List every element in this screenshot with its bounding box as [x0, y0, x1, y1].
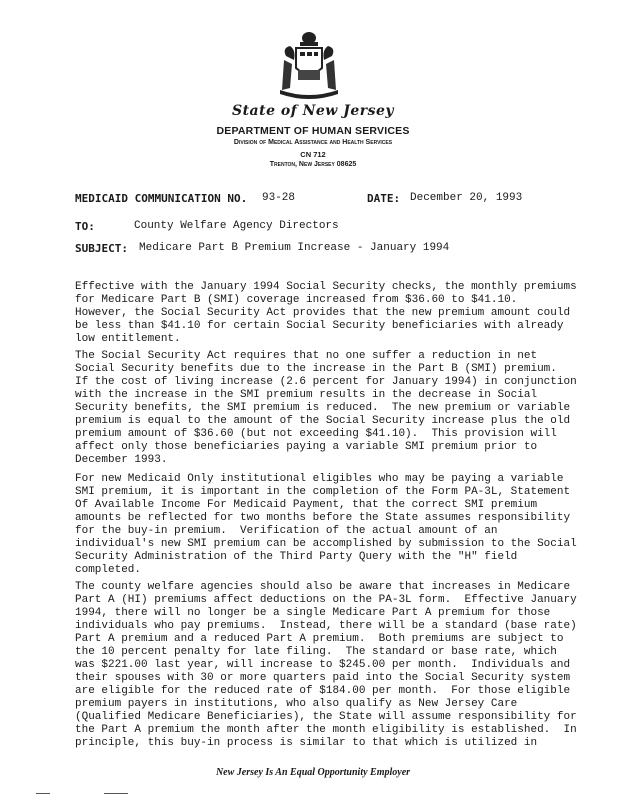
address-line: Trenton, New Jersey 08625: [269, 161, 357, 168]
subject-label-row: [75, 242, 128, 256]
division-name: Division of Medical Assistance and Health Services: [233, 139, 393, 146]
comm-label-row: [75, 192, 247, 206]
memo-date: December 20, 1993: [410, 192, 523, 204]
paragraph-3: For new Medicaid Only institutional eligibles who may be paying a variable SMI premium, it is important in the completion of the Form PA-3L, Statement Of Available Income For Medicaid Payment, that the correct SMI premium amounts be reflected for two months before the State assumes responsibility for the buy-in premium. Verification of the actual amount of an individual's new SMI premium can be accomplished by submission to the Social Security Administration of the Third Party Query with the "H" field completed.: [75, 473, 577, 576]
subject-label: SUBJECT:: [75, 242, 128, 255]
date-label: DATE:: [367, 192, 401, 205]
department-name: DEPARTMENT OF HUMAN SERVICES: [216, 125, 410, 137]
comm-number: 93-28: [262, 192, 296, 204]
state-name: State of New Jersey: [231, 103, 395, 119]
footer-text: New Jersey Is An Equal Opportunity Employer: [215, 767, 411, 778]
date-label-row: [367, 192, 400, 206]
memo-subject: Medicare Part B Premium Increase - January 1994: [139, 242, 450, 254]
scan-mark-center: [104, 793, 128, 794]
state-seal-icon: [276, 30, 342, 100]
cn-number: CN 712: [300, 150, 326, 159]
scan-mark-left: [36, 793, 50, 794]
to-label: TO:: [75, 220, 95, 233]
memo-to: County Welfare Agency Directors: [134, 220, 339, 232]
paragraph-4: The county welfare agencies should also be aware that increases in Medicare Part A (HI) premiums affect deductions on the PA-3L form. Effective January 1994, there will no longer be a single Medicare Part A premium for those individuals who pay premiums. Instead, there will be a standard (base rate) Part A premium and a reduced Part A premium. Both premiums are subject to the 10 percent penalty for late filing. The standard or base rate, which was $221.00 last year, will increase to $245.00 per month. Individuals and their spouses with 30 or more quarters paid into the Social Security system are eligible for the reduced rate of $184.00 per month. For those eligible premium payers in institutions, who also qualify as New Jersey Care (Qualified Medicare Beneficiaries), the State will assume responsibility for the Part A premium the month after the month eligibility is established. In principle, this buy-in process is similar to that which is utilized in: [75, 581, 577, 749]
comm-label: MEDICAID COMMUNICATION NO.: [75, 192, 248, 205]
paragraph-1: Effective with the January 1994 Social Security checks, the monthly premiums for Medicare Part B (SMI) coverage increased from $36.60 to $41.10. However, the Social Security Act provides that the new premium amount could be less than $41.10 for certain Social Security beneficiaries with already low entitlement.: [75, 281, 577, 345]
paragraph-2: The Social Security Act requires that no one suffer a reduction in net Social Security benefits due to the increase in the Part B (SMI) premium. If the cost of living increase (2.6 percent for January 1994) in conjunction with the increase in the SMI premium results in the decrease in Social Security benefits, the SMI premium is reduced. The new premium or variable premium is equal to the amount of the Social Security increase plus the old premium amount of $36.60 (but not exceeding $41.10). This provision will affect only those beneficiaries paying a variable SMI premium prior to December 1993.: [75, 350, 577, 466]
to-label-row: [75, 220, 95, 234]
